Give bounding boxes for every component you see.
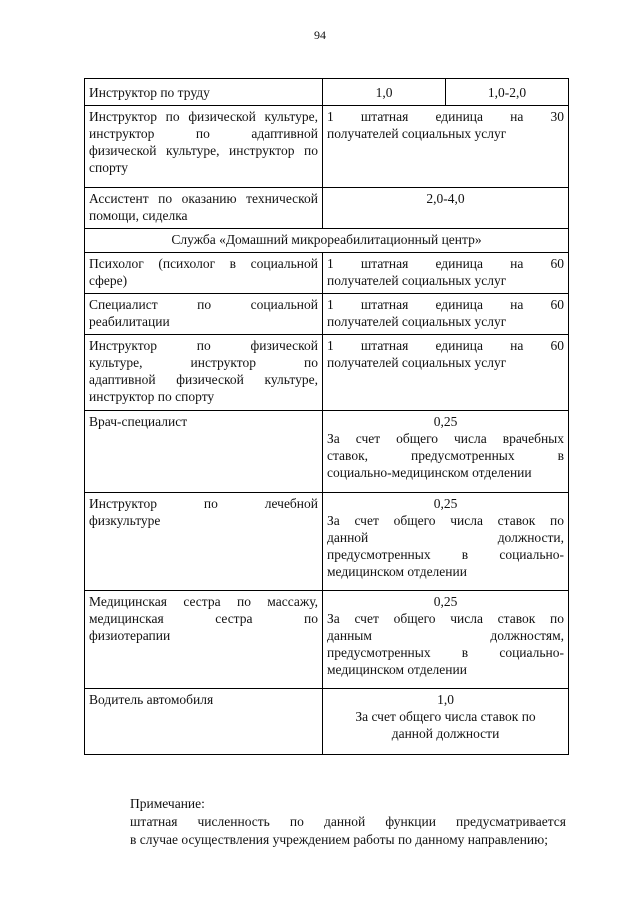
note-body: штатная численность по данной функции предусматривается в случае осуществления учреждением работы по данному направлению;: [130, 814, 566, 847]
table-row: [85, 106, 569, 188]
norm-cell-a: 1,0: [323, 79, 446, 106]
position-cell: Медицинская сестра по массажу, медицинская сестра по физиотерапии: [85, 591, 323, 689]
table-row: [85, 335, 569, 411]
norm-cell: 1 штатная единица на 30 получателей социальных услуг: [323, 106, 569, 188]
staffing-table: [84, 78, 569, 755]
norm-cell: 0,25 За счет общего числа ставок по данной должности, предусмотренных в социально- медицинском отделении: [323, 493, 569, 591]
table-row: [85, 493, 569, 591]
position-cell: Инструктор по труду: [85, 79, 323, 106]
table-row: [85, 294, 569, 335]
position-cell: Врач-специалист: [85, 411, 323, 493]
position-cell: Инструктор по физической культуре, инструктор по адаптивной физической культуре, инструктор по спорту: [85, 106, 323, 188]
page-number: 94: [314, 28, 326, 42]
position-cell: Ассистент по оказанию технической помощи, сиделка: [85, 188, 323, 229]
section-row: [85, 229, 569, 253]
table-row: [85, 689, 569, 755]
table-row: [85, 79, 569, 106]
section-title: Служба «Домашний микрореабилитационный центр»: [85, 229, 569, 253]
norm-cell: 0,25 За счет общего числа ставок по данным должностям, предусмотренных в социально- медицинском отделении: [323, 591, 569, 689]
note-title: Примечание:: [130, 796, 205, 811]
position-cell: Инструктор по физической культуре, инструктор по адаптивной физической культуре, инструктор по спорту: [85, 335, 323, 411]
norm-cell: 0,25 За счет общего числа врачебных ставок, предусмотренных в социально-медицинском отделении: [323, 411, 569, 493]
norm-cell: 2,0-4,0: [323, 188, 569, 229]
position-cell: Инструктор по лечебной физкультуре: [85, 493, 323, 591]
table-row: [85, 591, 569, 689]
norm-cell: 1 штатная единица на 60 получателей социальных услуг: [323, 294, 569, 335]
table-row: [85, 188, 569, 229]
position-cell: Специалист по социальной реабилитации: [85, 294, 323, 335]
norm-cell: 1 штатная единица на 60 получателей социальных услуг: [323, 253, 569, 294]
norm-cell: 1 штатная единица на 60 получателей социальных услуг: [323, 335, 569, 411]
norm-cell: 1,0 За счет общего числа ставок по данной должности: [323, 689, 569, 755]
table-row: [85, 253, 569, 294]
table-row: [85, 411, 569, 493]
position-cell: Психолог (психолог в социальной сфере): [85, 253, 323, 294]
norm-cell-b: 1,0-2,0: [446, 79, 569, 106]
position-cell: Водитель автомобиля: [85, 689, 323, 755]
note: [88, 795, 566, 849]
